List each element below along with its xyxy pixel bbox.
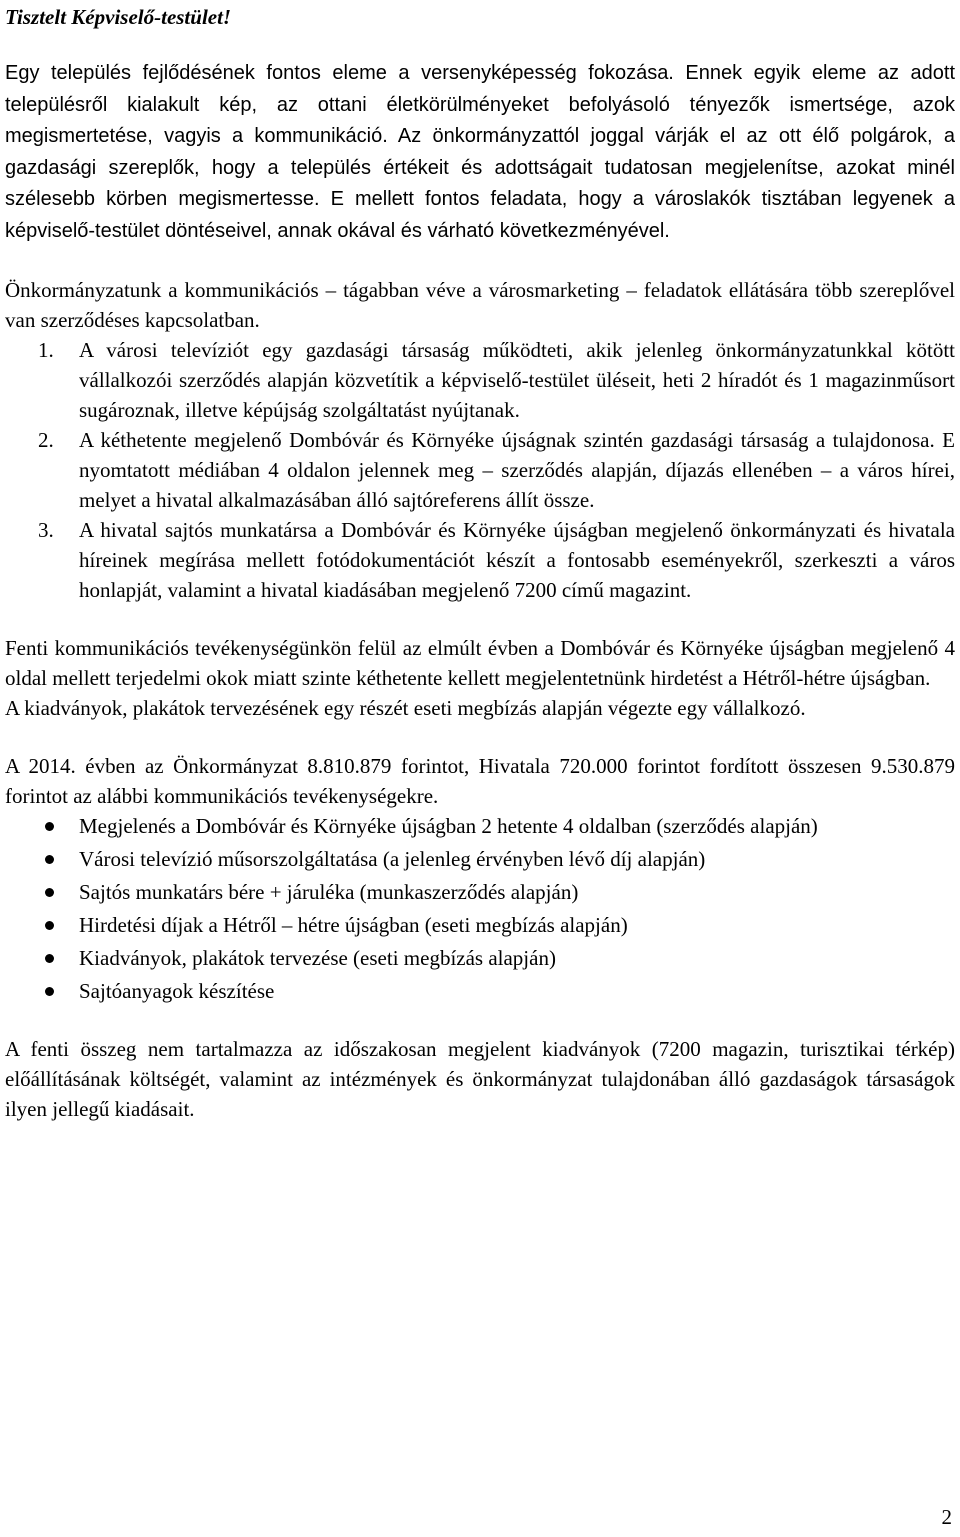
bullet-dot-icon (45, 954, 54, 963)
page-number: 2 (941, 1505, 952, 1529)
list-item-number: 3. (38, 518, 54, 542)
design-paragraph: A kiadványok, plakátok tervezésének egy részét eseti megbízás alapján végezte egy vállalkozó. (5, 696, 806, 720)
closing-paragraph: A fenti összeg nem tartalmazza az időszakosan megjelent kiadványok (7200 magazin, turisztikai térkép) előállításának költségét, valamint az intézmények és önkormányzat tulajdonában álló gazdaságok társaságok ilyen jellegű kiadásait. (5, 1037, 955, 1121)
bullet-list (5, 811, 955, 1006)
budget-paragraph: A 2014. évben az Önkormányzat 8.810.879 forintot, Hivatala 720.000 forintot fordított összesen 9.530.879 forintot az alábbi kommunikációs tevékenységekre. (5, 754, 955, 808)
contracts-intro-paragraph: Önkormányzatunk a kommunikációs – tágabban véve a városmarketing – feladatok ellátására több szereplővel van szerződéses kapcsolatban. (5, 278, 955, 332)
bullet-list-item (5, 910, 955, 940)
numbered-list-item (5, 335, 955, 425)
bullet-list-item (5, 943, 955, 973)
list-item-text: A hivatal sajtós munkatársa a Dombóvár és Környéke újságban megjelenő önkormányzati és hivatala híreinek megírása mellett fotódokumentációt készít a fontosabb eseményekről, szerkeszti a város honlapját, valamint a hivatal kiadásában megjelenő 7200 című magazint. (79, 518, 955, 602)
numbered-list-item (5, 515, 955, 605)
bullet-list-item (5, 976, 955, 1006)
bullet-text: Városi televízió műsorszolgáltatása (a jelenleg érvényben lévő díj alapján) (79, 847, 706, 871)
ads-paragraph: Fenti kommunikációs tevékenységünkön felül az elmúlt évben a Dombóvár és Környéke újságban megjelenő 4 oldal mellett terjedelmi okok miatt szinte kéthetente kellett megjelentetnünk hirdetést a Hétről-hétre újságban. (5, 636, 955, 690)
bullet-text: Megjelenés a Dombóvár és Környéke újságban 2 hetente 4 oldalban (szerződés alapján) (79, 814, 818, 838)
bullet-list-item (5, 877, 955, 907)
list-item-text: A kéthetente megjelenő Dombóvár és Környéke újságnak szintén gazdasági társaság a tulajdonosa. E nyomtatott médiában 4 oldalon jelennek meg – szerződés alapján, díjazás ellenében – a város hírei, melyet a hivatal alkalmazásában álló sajtóreferens állít össze. (79, 428, 955, 512)
bullet-list-item (5, 844, 955, 874)
list-item-number: 1. (38, 338, 54, 362)
list-item-text: A városi televíziót egy gazdasági társaság működteti, akik jelenleg önkormányzatunkkal kötött vállalkozói szerződés alapján közvetítik a képviselő-testület üléseit, heti 2 híradót és 1 magazinműsort sugároznak, illetve képújság szolgáltatást nyújtanak. (79, 338, 955, 422)
bullet-dot-icon (45, 987, 54, 996)
bullet-text: Kiadványok, plakátok tervezése (eseti megbízás alapján) (79, 946, 556, 970)
document-page (5, 2, 955, 1124)
bullet-dot-icon (45, 822, 54, 831)
bullet-dot-icon (45, 855, 54, 864)
numbered-list (5, 335, 955, 605)
bullet-dot-icon (45, 888, 54, 897)
salutation-heading: Tisztelt Képviselő-testület! (5, 5, 232, 29)
bullet-list-item (5, 811, 955, 841)
intro-paragraph: Egy település fejlődésének fontos eleme a versenyképesség fokozása. Ennek egyik eleme az adott településről kialakult kép, az ottani életkörülményeket befolyásoló tényezők ismertsége, azok megismertetése, vagyis a kommunikáció. Az önkormányzattól joggal várják el az ott élő polgárok, a gazdasági szereplők, hogy a település értékeit és adottságait tudatosan megjelenítse, azokat minél szélesebb körben megismertesse. E mellett fontos feladata, hogy a városlakók tisztában legyenek a képviselő-testület döntéseivel, annak okával és várható következményével. (5, 62, 955, 242)
bullet-text: Sajtóanyagok készítése (79, 979, 275, 1003)
numbered-list-item (5, 425, 955, 515)
bullet-dot-icon (45, 921, 54, 930)
bullet-text: Hirdetési díjak a Hétről – hétre újságban (eseti megbízás alapján) (79, 913, 628, 937)
list-item-number: 2. (38, 428, 54, 452)
bullet-text: Sajtós munkatárs bére + járuléka (munkaszerződés alapján) (79, 880, 579, 904)
